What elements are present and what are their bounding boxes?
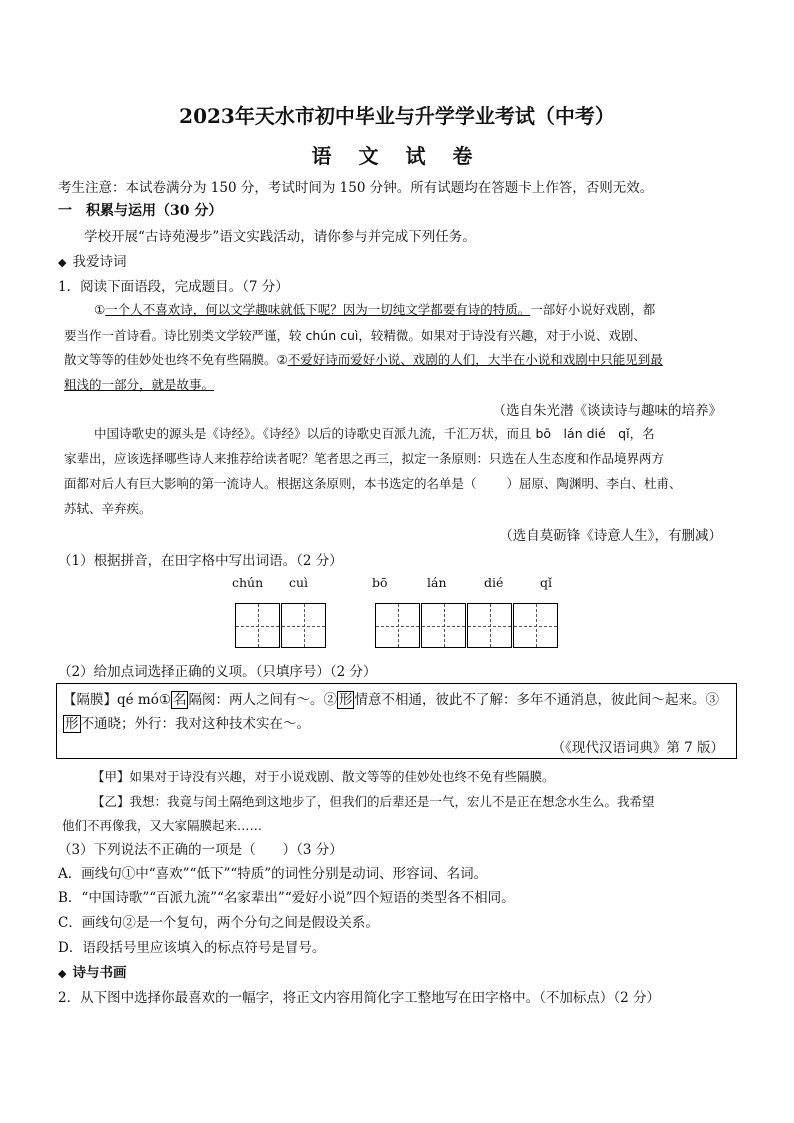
option-a: A．画线句①中“喜欢”“低下”“特质”的词性分别是动词、形容词、名词。 bbox=[58, 866, 488, 882]
sub-question-1: （1）根据拼音，在田字格中写出词语。（2 分） bbox=[58, 553, 343, 569]
passage2-line1: 中国诗歌史的源头是《诗经》。《诗经》以后的诗歌史百派九流，千汇万状，而且 bō lán dié qǐ，名 bbox=[94, 426, 655, 441]
dictionary-definition-box bbox=[56, 683, 737, 759]
tianzige-box-5[interactable] bbox=[467, 603, 512, 648]
pinyin-3: bō bbox=[372, 575, 388, 590]
task-heading-calligraphy: ◆ 诗与书画 bbox=[58, 965, 127, 981]
pinyin-1: chún bbox=[232, 575, 264, 590]
question-2: 2．从下图中选择你最喜欢的一幅字，将正文内容用简化字工整地写在田字格中。（不加标点）（2 分） bbox=[58, 990, 660, 1006]
option-b: B．“中国诗歌”“百派九流”“名家辈出”“爱好小说”四个短语的类型各不相同。 bbox=[58, 890, 515, 906]
example-yi-line1: 【乙】我想：我竟与闰土隔绝到这地步了，但我们的后辈还是一气，宏儿不是正在想念水生么。我希望 bbox=[92, 794, 655, 809]
example-yi-line2: 他们不再像我，又大家隔膜起来…… bbox=[62, 818, 263, 833]
pinyin-4: lán bbox=[427, 575, 447, 590]
pinyin-5: dié bbox=[484, 575, 504, 590]
passage1-line2: 要当作一首诗看。诗比别类文学较严谨，较 chún cuì，较精微。如果对于诗没有兴趣，对于小说、戏剧、 bbox=[64, 328, 646, 343]
tianzige-box-2[interactable] bbox=[281, 603, 326, 648]
activity-intro: 学校开展“古诗苑漫步”语文实践活动，请你参与并完成下列任务。 bbox=[84, 229, 476, 245]
diamond-bullet-icon: ◆ bbox=[58, 967, 67, 980]
underlined-sentence-2a: 不爱好诗而爱好小说、戏剧的人们，大半在小说和戏剧中只能见到最 bbox=[287, 352, 663, 367]
passage2-line4: 苏轼、辛弃疾。 bbox=[64, 501, 152, 516]
tianzige-box-3[interactable] bbox=[375, 603, 420, 648]
sub-question-2: （2）给加点词选择正确的义项。（只填序号）（2 分） bbox=[58, 664, 377, 680]
passage1-line1: ①一个人不喜欢诗，何以文学趣味就低下呢？因为一切纯文学都要有诗的特质。一部好小说好戏剧，都 bbox=[94, 302, 656, 317]
tianzige-box-6[interactable] bbox=[513, 603, 558, 648]
option-c: C．画线句②是一个复句，两个分句之间是假设关系。 bbox=[58, 915, 379, 931]
pos-box-3: 形 bbox=[65, 716, 79, 732]
example-jia: 【甲】如果对于诗没有兴趣，对于小说戏剧、散文等等的佳妙处也终不免有些隔膜。 bbox=[92, 769, 555, 784]
section-heading: 一 积累与运用（30 分） bbox=[58, 203, 223, 219]
underlined-sentence-1: 一个人不喜欢诗，何以文学趣味就低下呢？因为一切纯文学都要有诗的特质。 bbox=[105, 302, 531, 317]
passage2-source: （选自莫砺锋《诗意人生》，有删减） bbox=[499, 528, 722, 544]
definition-source: （《现代汉语词典》第 7 版） bbox=[551, 740, 724, 756]
passage2-line3: 面都对后人有巨大影响的第一流诗人。根据这条原则，本书选定的名单是（ ）屈原、陶渊明、李白、杜甫、 bbox=[64, 476, 682, 491]
tianzige-box-1[interactable] bbox=[235, 603, 280, 648]
task-heading-poetry: ◆ 我爱诗词 bbox=[58, 254, 127, 270]
question-1: 1．阅读下面语段，完成题目。（7 分） bbox=[58, 279, 289, 295]
passage1-line4 bbox=[64, 375, 214, 393]
exam-subtitle: 语 文 试 卷 bbox=[311, 144, 483, 168]
option-d: D．语段括号里应该填入的标点符号是冒号。 bbox=[58, 940, 326, 956]
passage2-line2: 家辈出，应该选择哪些诗人来推荐给读者呢？笔者思之再三，拟定一条原则：只选在人生态度和作品境界两方 bbox=[64, 451, 665, 466]
exam-title: 2023年天水市初中毕业与升学学业考试（中考） bbox=[179, 104, 615, 128]
tianzige-box-4[interactable] bbox=[421, 603, 466, 648]
definition-line-1: 【隔膜】qé mó① 名 隔阂：两人之间有～。② 形 情意不相通，彼此不了解：多年不通消息，彼此间～起来。③ bbox=[63, 692, 719, 708]
passage1-source: （选自朱光潜《谈读诗与趣味的培养》 bbox=[492, 403, 722, 419]
pinyin-2: cuì bbox=[289, 575, 309, 590]
diamond-bullet-icon: ◆ bbox=[58, 256, 67, 269]
passage1-line3: 散文等等的佳妙处也终不免有些隔膜。②不爱好诗而爱好小说、戏剧的人们，大半在小说和戏剧中只能见到最 bbox=[64, 352, 663, 367]
pos-box-1: 名 bbox=[172, 692, 187, 708]
exam-notice: 考生注意：本试卷满分为 150 分，考试时间为 150 分钟。所有试题均在答题卡上作答，否则无效。 bbox=[58, 180, 654, 196]
underlined-sentence-2b: 粗浅的一部分，就是故事。 bbox=[64, 377, 215, 392]
pinyin-6: qǐ bbox=[540, 575, 552, 590]
sub-question-3: （3）下列说法不正确的一项是（ ）（3 分） bbox=[58, 842, 343, 858]
pos-box-2: 形 bbox=[338, 692, 353, 708]
definition-line-2: 形 不通晓；外行：我对这种技术实在～。 bbox=[65, 716, 310, 732]
